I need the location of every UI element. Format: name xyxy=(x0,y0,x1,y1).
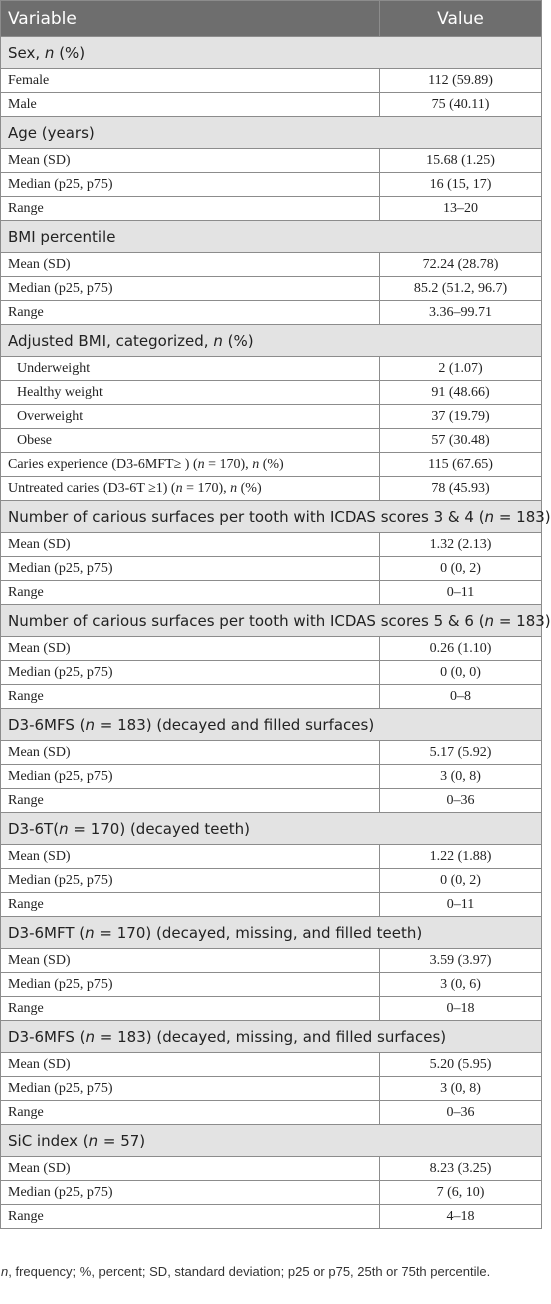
row-label: Mean (SD) xyxy=(1,949,380,973)
row-label: Mean (SD) xyxy=(1,637,380,661)
row-label: Range xyxy=(1,789,380,813)
section-header-row xyxy=(1,605,542,637)
section-header-row xyxy=(1,221,542,253)
row-value: 85.2 (51.2, 96.7) xyxy=(380,277,542,301)
row-value: 0–18 xyxy=(380,997,542,1021)
row-value: 0–8 xyxy=(380,685,542,709)
row-label: Range xyxy=(1,301,380,325)
row-value: 75 (40.11) xyxy=(380,93,542,117)
row-value: 3 (0, 8) xyxy=(380,1077,542,1101)
row-value: 91 (48.66) xyxy=(380,381,542,405)
row-label: Median (p25, p75) xyxy=(1,973,380,997)
table-row xyxy=(1,973,542,997)
row-value: 0–36 xyxy=(380,789,542,813)
table-row xyxy=(1,845,542,869)
table-row xyxy=(1,765,542,789)
row-label: Caries experience (D3-6MFT≥ ) (n = 170), n (%) xyxy=(1,453,380,477)
table-row xyxy=(1,1053,542,1077)
table-row xyxy=(1,661,542,685)
section-title: Adjusted BMI, categorized, n (%) xyxy=(1,325,542,357)
row-value: 15.68 (1.25) xyxy=(380,149,542,173)
table-row xyxy=(1,301,542,325)
row-value: 57 (30.48) xyxy=(380,429,542,453)
row-value: 0–11 xyxy=(380,581,542,605)
table-row xyxy=(1,173,542,197)
value-column-header: Value xyxy=(380,1,542,37)
row-label: Range xyxy=(1,893,380,917)
section-title: Age (years) xyxy=(1,117,542,149)
section-header-row xyxy=(1,501,542,533)
section-title: D3-6T(n = 170) (decayed teeth) xyxy=(1,813,542,845)
section-header-row xyxy=(1,37,542,69)
section-header-row xyxy=(1,1125,542,1157)
row-value: 0–36 xyxy=(380,1101,542,1125)
row-value: 3.59 (3.97) xyxy=(380,949,542,973)
row-value: 13–20 xyxy=(380,197,542,221)
row-label: Median (p25, p75) xyxy=(1,1181,380,1205)
row-label: Range xyxy=(1,685,380,709)
table-row xyxy=(1,149,542,173)
table-header-row xyxy=(1,1,542,37)
row-value: 8.23 (3.25) xyxy=(380,1157,542,1181)
row-label: Median (p25, p75) xyxy=(1,277,380,301)
row-label: Mean (SD) xyxy=(1,533,380,557)
table-row xyxy=(1,1205,542,1229)
section-title: SiC index (n = 57) xyxy=(1,1125,542,1157)
row-value: 5.20 (5.95) xyxy=(380,1053,542,1077)
row-label: Mean (SD) xyxy=(1,1053,380,1077)
row-value: 112 (59.89) xyxy=(380,69,542,93)
row-label: Mean (SD) xyxy=(1,741,380,765)
table-row xyxy=(1,1157,542,1181)
table-row xyxy=(1,1101,542,1125)
section-header-row xyxy=(1,117,542,149)
row-label: Range xyxy=(1,197,380,221)
row-value: 7 (6, 10) xyxy=(380,1181,542,1205)
table-row xyxy=(1,533,542,557)
section-title: Number of carious surfaces per tooth with ICDAS scores 5 & 6 (n = 183) xyxy=(1,605,542,637)
variable-column-header: Variable xyxy=(1,1,380,37)
table-row xyxy=(1,869,542,893)
table-row xyxy=(1,429,542,453)
row-value: 0 (0, 2) xyxy=(380,557,542,581)
row-label: Male xyxy=(1,93,380,117)
row-value: 72.24 (28.78) xyxy=(380,253,542,277)
row-label: Mean (SD) xyxy=(1,845,380,869)
row-value: 0 (0, 2) xyxy=(380,869,542,893)
table-row xyxy=(1,1181,542,1205)
row-value: 0–11 xyxy=(380,893,542,917)
section-title: D3-6MFS (n = 183) (decayed and filled surfaces) xyxy=(1,709,542,741)
row-label: Median (p25, p75) xyxy=(1,765,380,789)
table-row xyxy=(1,405,542,429)
table-row xyxy=(1,357,542,381)
row-label: Mean (SD) xyxy=(1,253,380,277)
section-title: Number of carious surfaces per tooth with ICDAS scores 3 & 4 (n = 183) xyxy=(1,501,542,533)
row-value: 115 (67.65) xyxy=(380,453,542,477)
table-row xyxy=(1,1077,542,1101)
section-header-row xyxy=(1,1021,542,1053)
row-value: 3 (0, 8) xyxy=(380,765,542,789)
section-header-row xyxy=(1,917,542,949)
row-value: 16 (15, 17) xyxy=(380,173,542,197)
row-value: 3 (0, 6) xyxy=(380,973,542,997)
table-row xyxy=(1,637,542,661)
row-label: Range xyxy=(1,1101,380,1125)
row-label: Overweight xyxy=(1,405,380,429)
section-title: Sex, n (%) xyxy=(1,37,542,69)
table-row xyxy=(1,789,542,813)
row-label: Median (p25, p75) xyxy=(1,557,380,581)
row-value: 1.32 (2.13) xyxy=(380,533,542,557)
row-label: Median (p25, p75) xyxy=(1,661,380,685)
table-row xyxy=(1,557,542,581)
row-value: 0 (0, 0) xyxy=(380,661,542,685)
row-label: Mean (SD) xyxy=(1,1157,380,1181)
row-label: Range xyxy=(1,1205,380,1229)
row-value: 4–18 xyxy=(380,1205,542,1229)
section-header-row xyxy=(1,709,542,741)
row-label: Range xyxy=(1,997,380,1021)
row-label: Median (p25, p75) xyxy=(1,869,380,893)
row-value: 5.17 (5.92) xyxy=(380,741,542,765)
row-label: Female xyxy=(1,69,380,93)
table-footnote: n, frequency; %, percent; SD, standard deviation; p25 or p75, 25th or 75th percentile. xyxy=(1,1264,491,1279)
row-label: Obese xyxy=(1,429,380,453)
section-title: D3-6MFT (n = 170) (decayed, missing, and filled teeth) xyxy=(1,917,542,949)
table-row xyxy=(1,453,542,477)
table-body xyxy=(1,37,551,1229)
row-label: Untreated caries (D3-6T ≥1) (n = 170), n (%) xyxy=(1,477,380,501)
row-label: Median (p25, p75) xyxy=(1,1077,380,1101)
row-label: Mean (SD) xyxy=(1,149,380,173)
table-row xyxy=(1,253,542,277)
table-row xyxy=(1,581,542,605)
row-value: 0.26 (1.10) xyxy=(380,637,542,661)
table-row xyxy=(1,277,542,301)
row-value: 1.22 (1.88) xyxy=(380,845,542,869)
section-title: BMI percentile xyxy=(1,221,542,253)
table-row xyxy=(1,997,542,1021)
row-label: Healthy weight xyxy=(1,381,380,405)
table-row xyxy=(1,477,542,501)
row-value: 3.36–99.71 xyxy=(380,301,542,325)
row-label: Median (p25, p75) xyxy=(1,173,380,197)
table-row xyxy=(1,685,542,709)
section-header-row xyxy=(1,325,542,357)
section-header-row xyxy=(1,813,542,845)
row-label: Underweight xyxy=(1,357,380,381)
table-row xyxy=(1,69,542,93)
table-row xyxy=(1,93,542,117)
row-label: Range xyxy=(1,581,380,605)
section-title: D3-6MFS (n = 183) (decayed, missing, and filled surfaces) xyxy=(1,1021,542,1053)
row-value: 78 (45.93) xyxy=(380,477,542,501)
row-value: 2 (1.07) xyxy=(380,357,542,381)
table-row xyxy=(1,949,542,973)
table-row xyxy=(1,197,542,221)
table-row xyxy=(1,893,542,917)
row-value: 37 (19.79) xyxy=(380,405,542,429)
table-row xyxy=(1,381,542,405)
table-row xyxy=(1,741,542,765)
